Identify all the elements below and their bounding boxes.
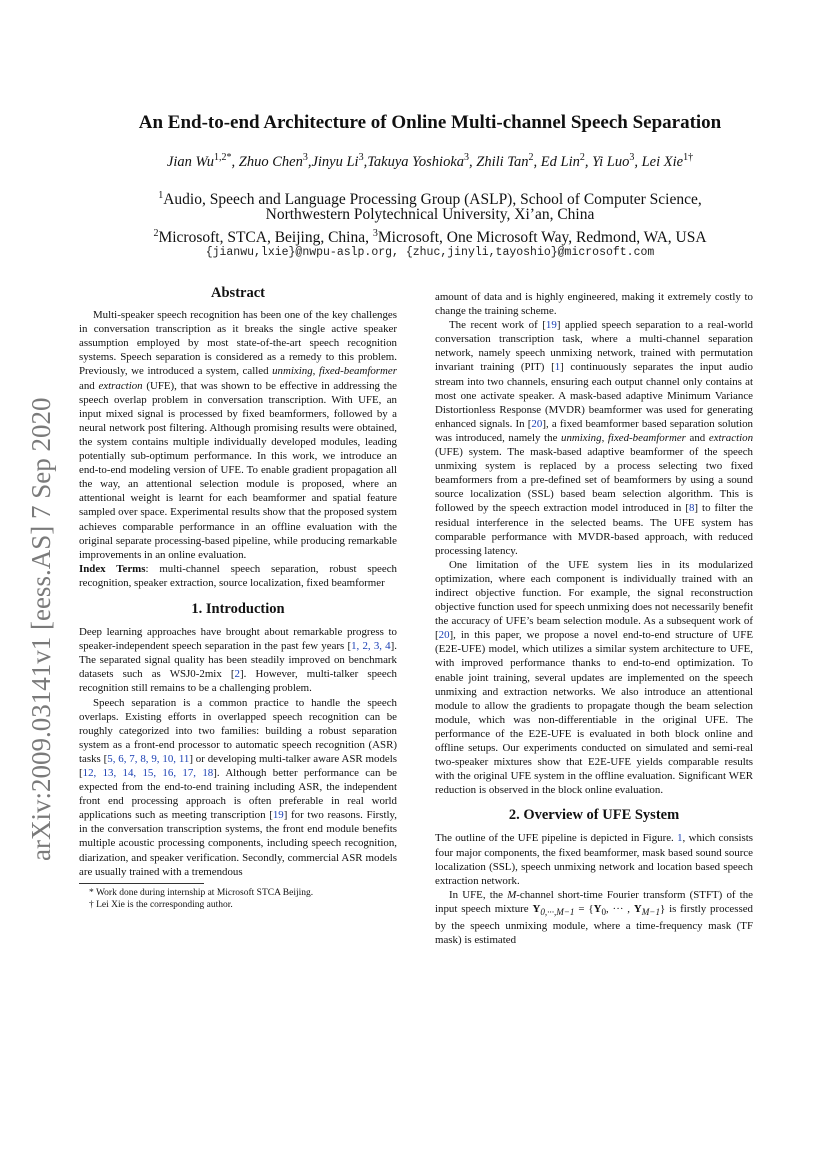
abstract-heading: Abstract — [211, 285, 265, 301]
affil-sup: 1 — [158, 190, 164, 201]
body-text: The outline of the UFE pipeline is depicted in Figure. — [435, 832, 678, 845]
abstract-paragraph — [79, 308, 397, 562]
intro-paragraph-4 — [435, 558, 753, 798]
abstract-text: Multi-speaker speech recognition has been one of the key challenges in conversation transcription as it breaks the single active speaker assumption employed by most state-of-the-art speech recognition systems. Speech separation is considered as a remedy to this problem. Previously, we introduced a system, called — [79, 309, 397, 378]
intro-paragraph-2 — [79, 696, 397, 879]
author-emails: {jianwu,lxie}@nwpu-aslp.org, {zhuc,jinyli,tayoshio}@microsoft.com — [205, 246, 655, 259]
author-name: Zhili Tan — [476, 153, 529, 170]
affil-sup: 2 — [153, 228, 159, 239]
author-affil-sup: 3 — [629, 152, 635, 163]
author-name: Takuya Yoshioka — [367, 153, 465, 170]
affil-text: Microsoft, STCA, Beijing, China, — [158, 229, 373, 247]
body-text: ] or developing multi-talker aware ASR models [ — [79, 752, 397, 779]
author-name: Yi Luo — [592, 153, 630, 170]
body-text: ], in this paper, we propose a novel end-to-end structure of UFE (E2E-UFE) model, which utilizes a similar system architecture to UFE, with improved performance thanks to end-to-end optimization. To enable joint training, several updates are implemented on the speech unmixing and extraction networks. We also introduce an attentional module to allow the gradients to propagate though the beam selection module, which was non-differentiable in the original UFE. The performance of the E2E-UFE is evaluated in both block online and offline setups. Our experiments conducted on simulated and semi-real two-speaker mixtures show that E2E-UFE yields comparable results with the original UFE system in the offline evaluation. Significant WER reduction is observed in the block online evaluation. — [435, 629, 753, 797]
body-text: -channel short-time Fourier transform (STFT) of the input speech mixture — [435, 888, 753, 915]
body-text: } is firstly processed by the speech unmixing module, where a time-frequency mask (TF mask) is estimated — [435, 902, 753, 947]
term-fixed-beamformer: fixed-beamformer — [318, 365, 397, 378]
author-name: Zhuo Chen — [238, 153, 303, 170]
math-subscript: 0 — [601, 907, 606, 918]
affil-text: Audio, Speech and Language Processing Group (ASLP), School of Computer Science, — [163, 191, 702, 209]
abstract-text: , — [312, 365, 319, 378]
right-column — [435, 290, 753, 947]
body-text: ] for two reasons. Firstly, in the conversation transcription systems, the front end module benefits multiple acoustic processing components, including speech recognition, diarization, and speaker verification. Secondly, commercial ASR models are usually trained with a tremendous — [79, 809, 397, 878]
body-text: , which consists four major components, the fixed beamformer, mask based sound source localization (SSL), speech unmixing network and location based speech extraction network. — [435, 832, 753, 887]
math-Y: Y — [532, 902, 541, 915]
body-text: ]. Although better performance can be expected from the end-to-end training including ASR, the independent front end processing approach is often preferable in real world applications such as meeting transcription [ — [79, 767, 398, 822]
footnote-2: † Lei Xie is the corresponding author. — [89, 899, 233, 910]
index-terms — [79, 562, 397, 590]
citation-link[interactable]: 19 — [272, 809, 284, 822]
section-2-heading: 2. Overview of UFE System — [508, 807, 680, 824]
body-text: Speech separation is a common practice to handle the speech overlaps. Existing efforts in overlapped speech recognition can be roughly categorized into two families: building a robust separation system as a front-end processor to automatic speech recognition (ASR) tasks [ — [79, 696, 397, 765]
body-text: ] continuously separates the input audio stream into two channels, ensuring each output channel only contains at most one activate speaker. A mask-based adaptive Minimum Variance Distortionless Response (MVDR) beamformer was used for generating enhanced signals. In [ — [435, 361, 754, 430]
section-2-paragraph-1 — [435, 831, 753, 887]
body-text: ], a fixed beamformer based separation solution was introduced, namely the — [435, 417, 753, 444]
author-affil-sup: 3 — [464, 152, 470, 163]
intro-paragraph-3 — [435, 318, 753, 558]
continued-paragraph: amount of data and is highly engineered, making it extremely costly to change the training scheme. — [435, 291, 753, 318]
footnote-rule — [79, 883, 204, 884]
term-unmixing: unmixing — [561, 431, 602, 444]
body-text: ]. The separated signal quality has been steadily improved on benchmark datasets such as WSJ0-2mix [ — [79, 640, 397, 681]
body-text: In UFE, the — [449, 888, 508, 901]
affiliation-line-3 — [80, 224, 780, 247]
citation-link[interactable]: 2 — [234, 668, 240, 681]
term-fixed-beamformer: fixed-beamformer — [607, 431, 686, 444]
body-text: , ··· , — [605, 902, 634, 915]
author-name: Jinyu Li — [311, 153, 359, 170]
citation-link[interactable]: 1, 2, 3, 4 — [351, 640, 391, 653]
introduction-heading: 1. Introduction — [191, 600, 285, 617]
affiliation-line-2: Northwestern Polytechnical University, Xi’an, China — [265, 206, 595, 223]
term-extraction: extraction — [708, 431, 754, 444]
term-unmixing: unmixing — [272, 365, 313, 378]
index-terms-label: Index Terms — [79, 562, 146, 575]
body-text: , — [601, 431, 608, 444]
author-affil-sup: 3 — [358, 152, 364, 163]
arxiv-stamp-svg — [4, 365, 64, 865]
body-text: ] to filter the residual interference in the selected beams. The UFE system has comparable performance with MVDR-based approach, with reduced processing latency. — [435, 502, 753, 557]
section-2-paragraph-2 — [435, 888, 753, 948]
body-text: Deep learning approaches have brought about remarkable progress to speaker-independent speech separation in the past few years [ — [79, 626, 397, 653]
term-extraction: extraction — [98, 379, 143, 392]
affil-sup: 3 — [372, 228, 378, 239]
author-name: Jian Wu — [166, 153, 215, 170]
body-text: The recent work of [ — [449, 319, 546, 332]
citation-link[interactable]: 8 — [688, 502, 695, 515]
abstract-text: (UFE), that was shown to be effective in addressing the speech overlap problem in conversation transcription. With UFE, an input mixed signal is processed by fixed beamformers, followed by a neural network post filtering. Although promising results were obtained, the system contains multiple individually developed modules, leading potentially sub-optimum performance. In this work, we introduce an end-to-end modeling version of UFE. To enable gradient propagation all the way, an attentional selection module is proposed, where an attentional weight is learnt for each beamformer and spatial feature sampled over space. Experimental results show that the proposed system achieves comparable performance in an offline evaluation with the original separate processing-based pipeline, while producing remarkable improvements in an online evaluation. — [79, 379, 397, 561]
citation-link[interactable]: 19 — [545, 319, 557, 332]
author-affil-sup: 1† — [683, 152, 694, 163]
index-terms-text: : multi-channel speech separation, robust speech recognition, speaker extraction, source localization, fixed beamformer — [79, 562, 397, 589]
citation-link[interactable]: 20 — [438, 629, 450, 642]
body-text: One limitation of the UFE system lies in its modularized optimization, where each component is individually trained with an indirect objective function. For example, the signal reconstruction objective function used for speech unmixing does not necessarily benefit the accuracy of UFE’s beam selection module. As a subsequent work of [ — [435, 558, 753, 642]
citation-link[interactable]: 5, 6, 7, 8, 9, 10, 11 — [107, 752, 190, 765]
body-text: and — [685, 431, 709, 444]
author-affil-sup: 2 — [579, 152, 585, 163]
author-affil-sup: 3 — [302, 152, 308, 163]
body-text: = { — [574, 902, 594, 915]
citation-link[interactable]: 1 — [554, 361, 561, 374]
affil-text: Microsoft, One Microsoft Way, Redmond, WA, USA — [377, 229, 707, 247]
math-M: M — [507, 888, 517, 901]
author-list: Jian $Wu^{1,2*}$, Zhuo Chen$^3$,Jinyu Li$^3$,Takuya Yoshioka$^3$, Zhili Tan$^2$, Ed Lin$^2$, Yi Luo$^3$, Lei Xie$^{1\dagger}$ — [166, 152, 694, 170]
footnote-1: * Work done during internship at Microsoft STCA Beijing. — [89, 887, 314, 898]
author-affil-sup: 2 — [528, 152, 534, 163]
citation-link[interactable]: 12, 13, 14, 15, 16, 17, 18 — [82, 767, 214, 779]
arxiv-identifier-stamp — [4, 365, 64, 865]
author-affil-sup: 1,2* — [214, 152, 232, 163]
left-column — [79, 286, 397, 911]
math-subscript: M−1 — [641, 907, 660, 918]
arxiv-id-text: arXiv:2009.03141v1 [eess.AS] 7 Sep 2020 — [26, 397, 56, 861]
author-name: Lei Xie — [641, 153, 684, 170]
body-text: ]. However, multi-talker speech recognition still remains to be a challenging problem. — [79, 668, 397, 695]
math-Y: Y — [593, 902, 602, 915]
paper-title: An End-to-end Architecture of Online Multi-channel Speech Separation — [138, 112, 722, 133]
body-text: ] applied speech separation to a real-world conversation transcription task, where a multi-channel separation network, namely speech unmixing network, trained with permutation invariant training (PIT) [ — [435, 319, 753, 374]
abstract-text: and — [79, 379, 99, 392]
figure-link[interactable]: 1 — [677, 832, 683, 845]
math-Y: Y — [633, 902, 642, 915]
author-name: Ed Lin — [540, 153, 580, 170]
intro-paragraph-1 — [79, 625, 397, 695]
math-subscript: 0,···,M−1 — [540, 907, 575, 918]
body-text: (UFE) system. The mask-based adaptive beamformer of the speech unmixing system is replaced by a process selecting two fixed beamformers from a pre-defined set of beamformers by using a sound source localization (SSL) based beam selection algorithm. This is followed by the speech extraction model introduced in [ — [435, 446, 753, 515]
citation-link[interactable]: 20 — [531, 417, 543, 430]
